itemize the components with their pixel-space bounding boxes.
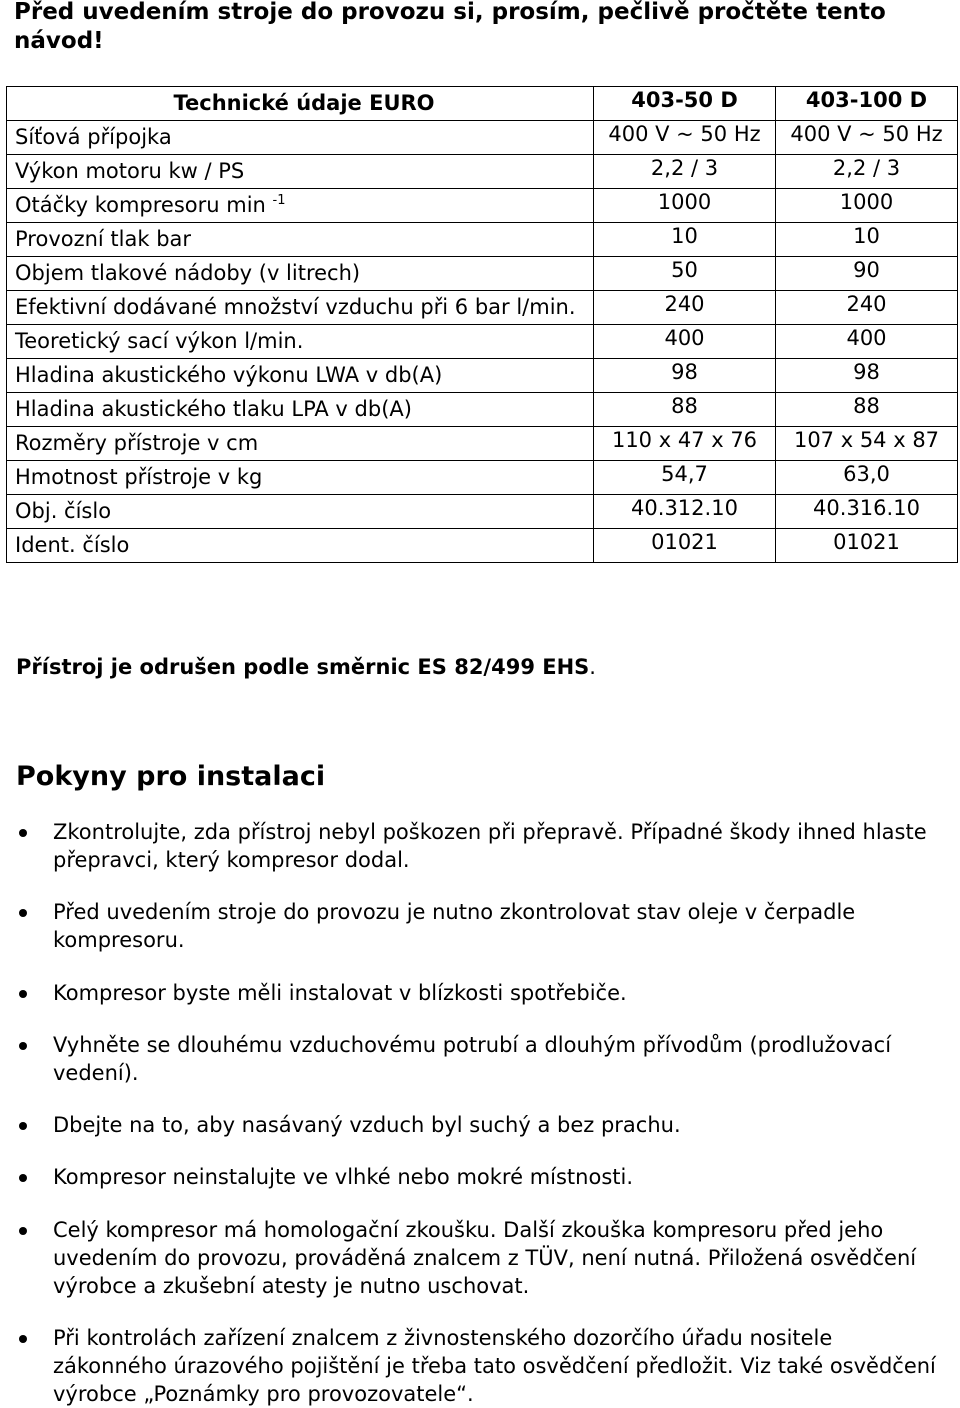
- table-row: [7, 325, 958, 359]
- table-header-row: [7, 87, 958, 121]
- row-value-1: 2,2 / 3: [594, 155, 776, 189]
- row-value-2: 10: [776, 223, 958, 257]
- header-model-1: 403-50 D: [594, 87, 776, 121]
- list-item-text: Zkontrolujte, zda přístroj nebyl poškozen při přepravě. Případné škody ihned hlaste přepravci, který kompresor dodal.: [53, 820, 927, 872]
- table-row: [7, 427, 958, 461]
- table-row: [7, 529, 958, 563]
- row-label: Teoretický sací výkon l/min.: [7, 325, 594, 359]
- row-value-2: 90: [776, 257, 958, 291]
- row-value-2: 98: [776, 359, 958, 393]
- row-value-1: 50: [594, 257, 776, 291]
- bullet-icon: [19, 909, 27, 917]
- row-value-2: 400: [776, 325, 958, 359]
- row-value-1: 10: [594, 223, 776, 257]
- row-value-1: 01021: [594, 529, 776, 563]
- emc-note: [16, 655, 596, 679]
- list-item-text: Celý kompresor má homologační zkoušku. Další zkouška kompresoru před jeho uvedením do provozu, prováděná znalcem z TÜV, není nutná. Přiložená osvědčení výrobce a zkušební atesty je nutno uschovat.: [53, 1218, 917, 1298]
- row-value-1: 98: [594, 359, 776, 393]
- emc-note-text: Přístroj je odrušen podle směrnic ES 82/499 EHS: [16, 655, 590, 679]
- table-row: [7, 155, 958, 189]
- row-value-2: 01021: [776, 529, 958, 563]
- emc-note-period: .: [589, 655, 596, 679]
- row-value-1: 240: [594, 291, 776, 325]
- row-label: Otáčky kompresoru min: [15, 193, 266, 217]
- row-label: Rozměry přístroje v cm: [7, 427, 594, 461]
- row-value-1: 1000: [594, 189, 776, 223]
- row-value-2: 107 x 54 x 87: [776, 427, 958, 461]
- list-item-text: Před uvedením stroje do provozu je nutno zkontrolovat stav oleje v čerpadle kompresoru.: [53, 900, 856, 952]
- intro-heading: Před uvedením stroje do provozu si, prosím, pečlivě pročtěte tento návod!: [14, 0, 886, 54]
- table-row: [7, 461, 958, 495]
- row-label: Efektivní dodávané množství vzduchu při 6 bar l/min.: [7, 291, 594, 325]
- row-label: Výkon motoru kw / PS: [7, 155, 594, 189]
- table-row: [7, 257, 958, 291]
- header-label: Technické údaje EURO: [7, 87, 594, 121]
- bullet-icon: [19, 829, 27, 837]
- row-value-1: 400 V ~ 50 Hz: [594, 121, 776, 155]
- row-value-1: 110 x 47 x 76: [594, 427, 776, 461]
- row-label: Provozní tlak bar: [7, 223, 594, 257]
- row-value-2: 63,0: [776, 461, 958, 495]
- list-item-text: Vyhněte se dlouhému vzduchovému potrubí a dlouhým přívodům (prodlužovací vedení).: [53, 1033, 892, 1085]
- row-value-2: 240: [776, 291, 958, 325]
- bullet-icon: [19, 1335, 27, 1343]
- bullet-icon: [19, 1227, 27, 1235]
- row-value-1: 40.312.10: [594, 495, 776, 529]
- row-label: Hladina akustického výkonu LWA v db(A): [7, 359, 594, 393]
- bullet-icon: [19, 1174, 27, 1182]
- table-row: [7, 223, 958, 257]
- row-label: Hladina akustického tlaku LPA v db(A): [7, 393, 594, 427]
- table-row: [7, 359, 958, 393]
- list-item-text: Kompresor byste měli instalovat v blízkosti spotřebiče.: [53, 981, 627, 1005]
- row-value-1: 54,7: [594, 461, 776, 495]
- technical-data-table: [6, 86, 958, 563]
- table-row: [7, 291, 958, 325]
- row-value-2: 40.316.10: [776, 495, 958, 529]
- table-row: [7, 393, 958, 427]
- bullet-icon: [19, 990, 27, 998]
- header-model-2: 403-100 D: [776, 87, 958, 121]
- row-value-2: 1000: [776, 189, 958, 223]
- list-item-text: Kompresor neinstalujte ve vlhké nebo mokré místnosti.: [53, 1165, 634, 1189]
- row-label-cell: [7, 189, 594, 223]
- list-item-text: Při kontrolách zařízení znalcem z živnostenského dozorčího úřadu nositele zákonného úrazového pojištění je třeba tato osvědčení předložit. Viz také osvědčení výrobce „Poznámky pro provozovatele“.: [53, 1326, 936, 1406]
- row-label: Obj. číslo: [7, 495, 594, 529]
- row-label: Hmotnost přístroje v kg: [7, 461, 594, 495]
- list-item-text: Dbejte na to, aby nasávaný vzduch byl suchý a bez prachu.: [53, 1113, 681, 1137]
- row-label: Ident. číslo: [7, 529, 594, 563]
- row-value-1: 400: [594, 325, 776, 359]
- row-value-2: 88: [776, 393, 958, 427]
- row-label-superscript: -1: [272, 193, 286, 208]
- row-value-2: 2,2 / 3: [776, 155, 958, 189]
- table-row: [7, 495, 958, 529]
- table-row: [7, 121, 958, 155]
- row-value-2: 400 V ~ 50 Hz: [776, 121, 958, 155]
- row-value-1: 88: [594, 393, 776, 427]
- row-label: Síťová přípojka: [7, 121, 594, 155]
- row-label: Objem tlakové nádoby (v litrech): [7, 257, 594, 291]
- bullet-icon: [19, 1122, 27, 1130]
- bullet-icon: [19, 1042, 27, 1050]
- table-row: [7, 189, 958, 223]
- section-title: Pokyny pro instalaci: [16, 761, 326, 792]
